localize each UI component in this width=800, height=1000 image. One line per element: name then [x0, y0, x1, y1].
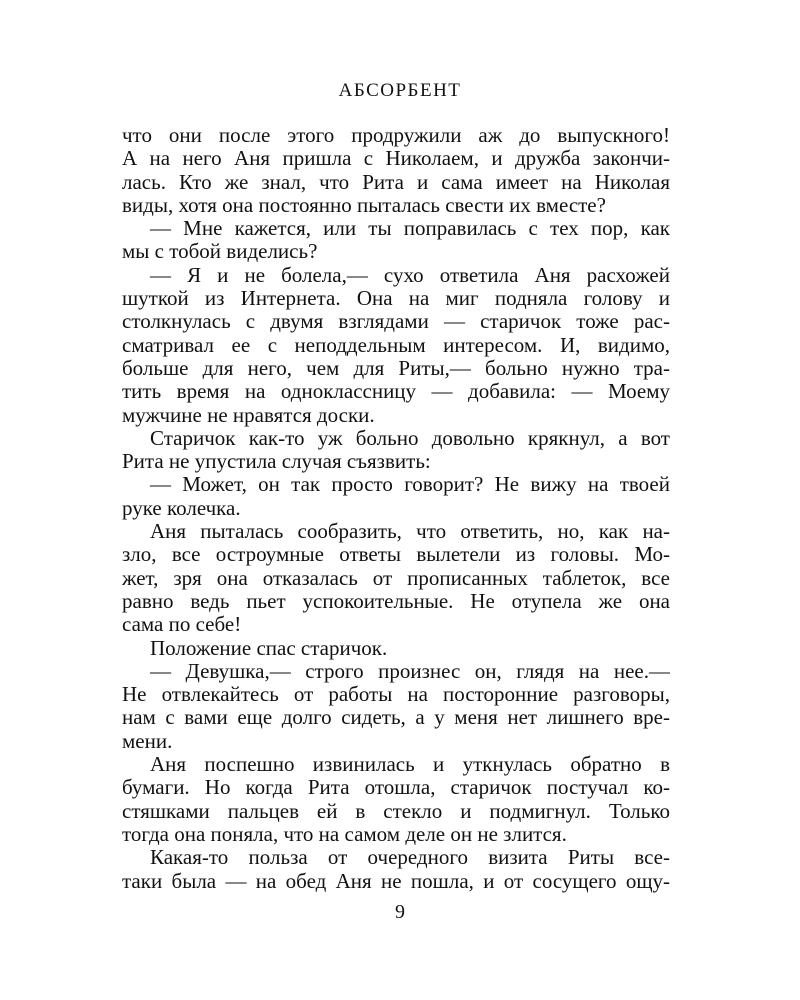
text-line: — Мне кажется, или ты поправилась с тех пор, как: [150, 217, 670, 241]
text-line: Аня пыталась сообразить, что ответить, но, как на-: [150, 520, 670, 544]
text-line: виды, хотя она постоянно пыталась свести их вместе?: [122, 193, 606, 217]
page-number: 9: [395, 901, 405, 923]
text-line: что они после этого продружили аж до выпускного!: [122, 124, 670, 147]
text-line: шуткой из Интернета. Она на миг подняла голову и: [122, 287, 670, 311]
text-line: Не отвлекайтесь от работы на посторонние разговоры,: [122, 683, 670, 707]
text-line: столкнулась с двумя взглядами — старичок тоже рас-: [122, 310, 670, 334]
text-line: тить время на одноклассницу — добавила: — Моему: [122, 380, 670, 404]
text-line: бумаги. Но когда Рита отошла, старичок постучал ко-: [122, 776, 670, 800]
text-line: таки была — на обед Аня не пошла, и от сосущего ощу-: [122, 869, 670, 893]
text-line: Аня поспешно извинилась и уткнулась обратно в: [150, 753, 670, 777]
text-line: — Я и не болела,— сухо ответила Аня расхожей: [150, 263, 670, 287]
text-line: — Девушка,— строго произнес он, глядя на нее.—: [150, 659, 670, 683]
text-line: мени.: [122, 729, 173, 753]
text-line: равно ведь пьет успокоительные. Не отупела же она: [122, 589, 670, 613]
text-line: Рита не упустила случая съязвить:: [122, 450, 431, 474]
text-line: больше для него, чем для Риты,— больно нужно тра-: [122, 356, 670, 380]
text-line: мужчине не нравятся доски.: [122, 403, 375, 427]
body-text: [122, 124, 670, 893]
text-line: Положение спас старичок.: [150, 636, 388, 660]
text-line: руке колечка.: [122, 496, 241, 520]
text-line: Какая-то польза от очередного визита Риты все-: [150, 846, 670, 870]
text-line: стяшками пальцев ей в стекло и подмигнул. Только: [122, 799, 670, 823]
text-line: сама по себе!: [122, 613, 242, 637]
text-line: Старичок как-то уж больно довольно крякнул, а вот: [150, 426, 670, 450]
text-line: жет, зря она отказалась от прописанных таблеток, все: [122, 566, 670, 590]
text-line: лась. Кто же знал, что Рита и сама имеет на Николая: [122, 170, 670, 194]
text-line: нам с вами еще долго сидеть, а у меня нет лишнего вре-: [122, 706, 670, 730]
text-line: А на него Аня пришла с Николаем, и дружба закончи-: [122, 147, 670, 171]
text-line: зло, все остроумные ответы вылетели из головы. Мо-: [122, 543, 670, 567]
text-line: мы с тобой виделись?: [122, 240, 318, 264]
running-title: АБСОРБЕНТ: [338, 80, 462, 101]
text-line: сматривал ее с неподдельным интересом. И, видимо,: [122, 333, 670, 357]
text-line: — Может, он так просто говорит? Не вижу на твоей: [150, 473, 670, 497]
text-line: тогда она поняла, что на самом деле он не злится.: [122, 822, 567, 846]
